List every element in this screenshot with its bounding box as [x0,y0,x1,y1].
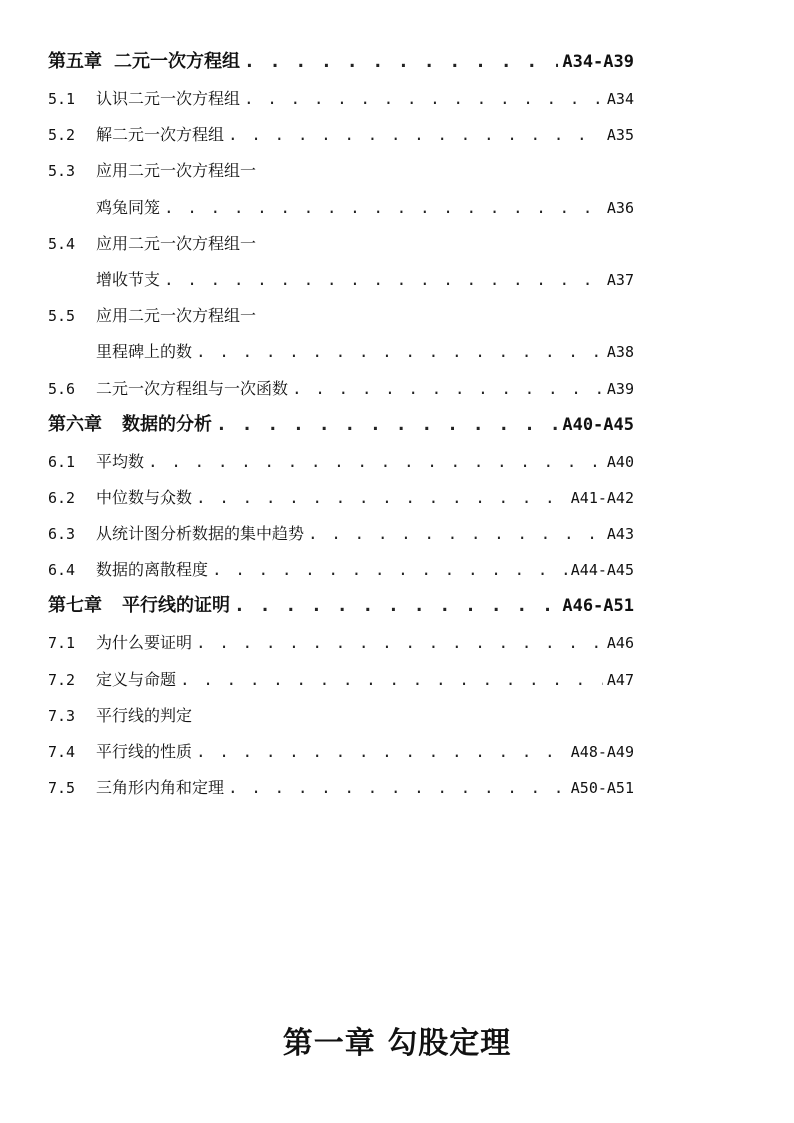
leader-dots [308,516,603,552]
toc-section-5-5-sub[interactable] [48,334,634,370]
toc-chapter-7[interactable] [48,588,634,625]
leader-dots [196,625,603,661]
toc-section-7-4[interactable] [48,734,634,770]
section-subtitle: 增收节支 [96,269,161,289]
page-number: A43 [606,525,634,544]
section-number: 5.4 [48,234,76,253]
page-number: A47 [606,670,634,689]
chapter-title: 二元一次方程组 [114,51,240,72]
section-title: 从统计图分析数据的集中趋势 [96,524,305,544]
leader-dots [180,662,603,698]
section-title: 应用二元一次方程组一 [96,306,257,326]
section-number: 6.3 [48,525,76,544]
page-number: A41-A42 [570,488,634,507]
section-number: 5.5 [48,307,76,326]
toc-section-5-4-sub[interactable] [48,262,634,298]
section-number: 7.2 [48,670,76,689]
toc-chapter-5[interactable] [48,44,634,81]
section-title: 应用二元一次方程组一 [96,161,257,181]
page-number: A44-A45 [570,561,634,580]
section-number: 7.3 [48,706,76,725]
page-number: A48-A49 [570,743,634,761]
leader-dots [292,371,603,407]
page-number: A39 [606,379,634,398]
section-number: 7.4 [48,743,76,761]
section-title: 解二元一次方程组 [96,125,225,145]
toc-section-5-6[interactable] [48,371,634,407]
page-number: A35 [606,126,634,145]
page-number: A34 [606,90,634,108]
toc-section-5-1[interactable] [48,81,634,117]
leader-dots [228,117,603,153]
chapter-title: 平行线的证明 [122,595,230,617]
section-title: 二元一次方程组与一次函数 [96,378,289,398]
page-number: A36 [606,198,634,217]
section-number: 7.5 [48,779,76,798]
page-range: A46-A51 [562,596,634,617]
section-subtitle: 里程碑上的数 [96,342,193,362]
chapter-title: 数据的分析 [122,413,212,435]
section-number: 5.1 [48,90,76,108]
page-number: A50-A51 [570,779,634,798]
toc-section-7-5[interactable] [48,770,634,806]
section-title: 数据的离散程度 [96,560,209,580]
chapter-label: 第五章 [48,51,102,72]
section-number: 6.1 [48,452,76,471]
section-title: 平均数 [96,451,145,471]
section-title: 应用二元一次方程组一 [96,233,257,253]
toc-section-5-4[interactable] [48,226,634,262]
page-number: A38 [606,343,634,362]
section-subtitle: 鸡兔同笼 [96,197,161,217]
leader-dots [196,480,567,516]
page-range: A34-A39 [562,52,634,72]
chapter-heading: 第一章 勾股定理 [282,1026,512,1061]
chapter-label: 第六章 [48,413,102,435]
leader-dots [196,334,603,370]
leader-dots [196,734,567,770]
toc-section-6-2[interactable] [48,480,634,516]
chapter-label: 第七章 [48,595,102,617]
toc-section-6-1[interactable] [48,444,634,480]
page-number: A37 [606,270,634,289]
toc-section-5-2[interactable] [48,117,634,153]
section-number: 6.4 [48,561,76,580]
section-number: 5.3 [48,162,76,181]
table-of-contents [48,44,634,806]
toc-section-7-2[interactable] [48,662,634,698]
toc-section-6-3[interactable] [48,516,634,552]
toc-section-5-3-sub[interactable] [48,190,634,226]
leader-dots [212,552,567,588]
leader-dots [148,444,603,480]
toc-chapter-6[interactable] [48,407,634,444]
toc-section-5-5[interactable] [48,298,634,334]
section-number: 5.6 [48,379,76,398]
page-range: A40-A45 [562,414,634,435]
section-title: 平行线的判定 [96,705,193,725]
leader-dots [216,407,558,443]
section-title: 平行线的性质 [96,742,193,761]
leader-dots [244,44,558,80]
section-number: 7.1 [48,634,76,653]
leader-dots [164,190,603,226]
leader-dots [164,262,603,298]
section-title: 为什么要证明 [96,633,193,653]
toc-section-5-3[interactable] [48,153,634,189]
section-title: 定义与命题 [96,669,177,689]
toc-section-7-3[interactable] [48,698,634,734]
leader-dots [234,588,558,624]
page-number: A40 [606,452,634,471]
section-title: 中位数与众数 [96,487,193,507]
section-number: 5.2 [48,126,76,145]
leader-dots [244,81,603,117]
section-title: 三角形内角和定理 [96,778,225,798]
section-title: 认识二元一次方程组 [96,89,241,108]
page-number: A46 [606,634,634,653]
leader-dots [228,770,567,806]
toc-section-7-1[interactable] [48,625,634,661]
toc-section-6-4[interactable] [48,552,634,588]
section-number: 6.2 [48,488,76,507]
